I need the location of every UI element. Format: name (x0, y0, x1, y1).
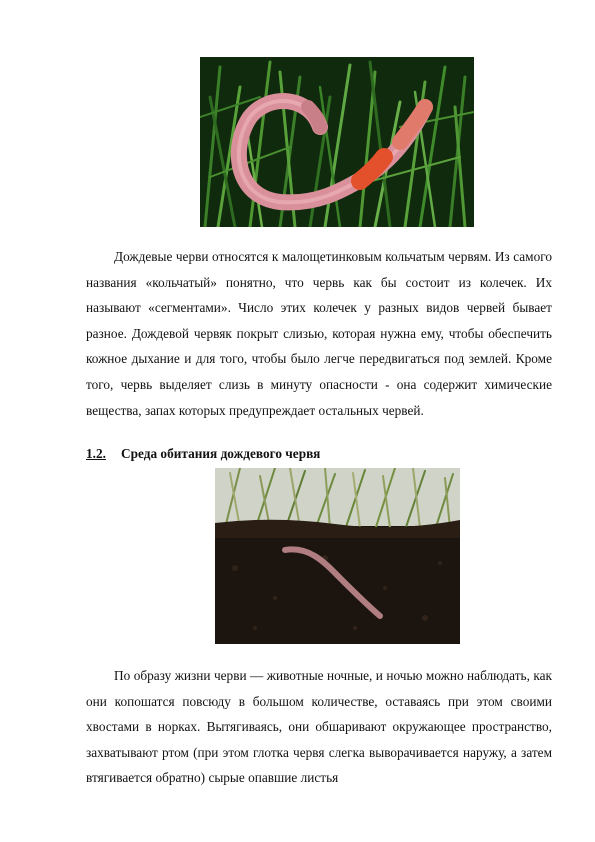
section-heading (86, 446, 320, 462)
paragraph-text: По образу жизни черви — животные ночные, и ночью можно наблюдать, как они копошатся повсюду в большом количестве, оставаясь при этом своими хвостами в норках. Вытягиваясь, они обшаривают окружающее пространство, захватывают ртом (при этом глотка червя слегка выворачивается наружу, а затем втягивается обратно) сырые опавшие листья (86, 668, 552, 786)
paragraph-earthworm-lifestyle (86, 663, 552, 791)
earthworm-on-grass-photo (200, 57, 474, 227)
section-title: Среда обитания дождевого червя (121, 446, 321, 461)
paragraph-text: Дождевые черви относятся к малощетинковым кольчатым червям. Из самого названия «кольчатый» понятно, что червь как бы состоит из колечек. Их называют «сегментами». Число этих колечек у разных видов червей бывает разное. Дождевой червяк покрыт слизью, которая нужна ему, чтобы обеспечить кожное дыхание и для того, чтобы было легче передвигаться под землей. Кроме того, червь выделяет слизь в минуту опасности - она содержит химические вещества, запах которых предупреждает остальных червей. (86, 249, 552, 418)
section-number: 1.2. (86, 446, 106, 461)
paragraph-earthworm-description (86, 244, 552, 423)
earthworm-in-soil-photo (215, 468, 460, 644)
